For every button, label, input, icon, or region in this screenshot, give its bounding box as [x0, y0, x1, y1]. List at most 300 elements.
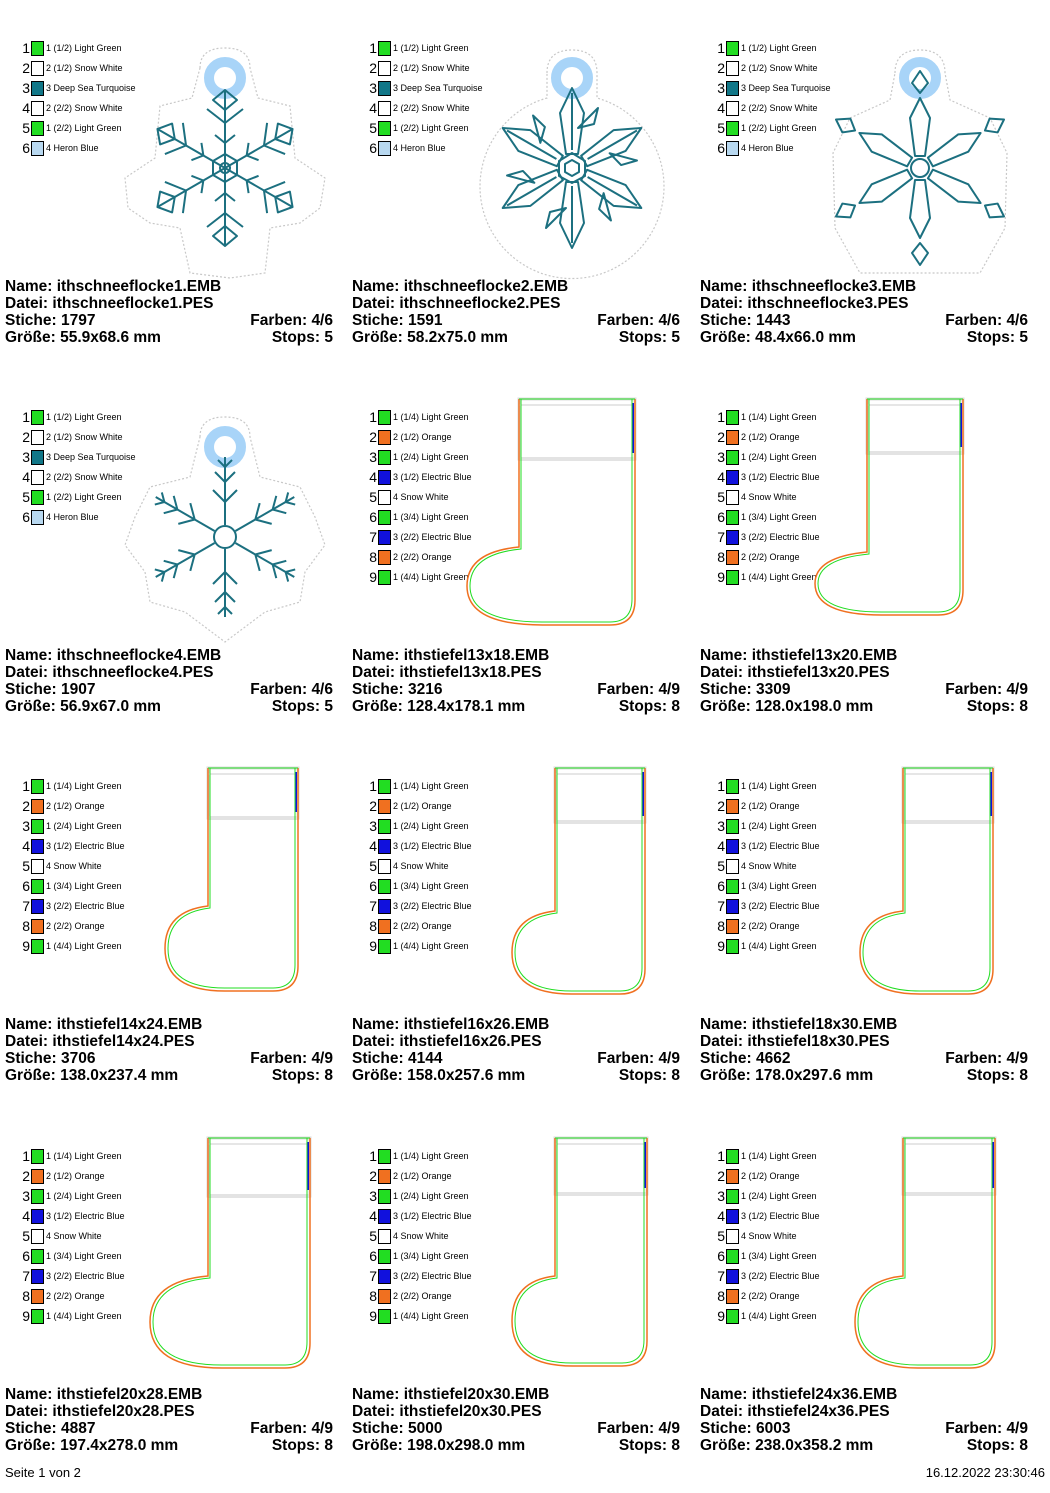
stop-count: 8 — [324, 1437, 333, 1454]
thread-color-name: 3 (2/2) Electric Blue — [741, 531, 820, 542]
thread-color-swatch — [726, 550, 739, 565]
design-card — [697, 385, 1037, 754]
name-label: Name: — [5, 647, 53, 664]
thread-color-swatch — [378, 859, 391, 874]
thread-color-swatch — [378, 1229, 391, 1244]
color-step-number: 4 — [369, 100, 377, 116]
color-step-number: 6 — [369, 1248, 377, 1264]
color-legend-item — [361, 796, 476, 816]
color-step-number: 3 — [369, 449, 377, 465]
thread-color-name: 3 Deep Sea Turquoise — [46, 451, 136, 462]
color-legend — [361, 1146, 476, 1326]
color-legend-item — [14, 796, 129, 816]
color-legend-item — [361, 407, 476, 427]
thread-color-name: 1 (2/4) Light Green — [393, 820, 469, 831]
color-step-number: 2 — [22, 60, 30, 76]
color-step-number: 2 — [717, 60, 725, 76]
thread-color-swatch — [378, 61, 391, 76]
size-label: Größe: — [352, 1437, 403, 1454]
stitches-label: Stiche: — [5, 312, 57, 329]
thread-color-swatch — [726, 1269, 739, 1284]
stocking-outline — [512, 1138, 647, 1366]
stocking-preview — [815, 397, 1025, 647]
color-step-number: 5 — [717, 858, 725, 874]
color-legend-item — [14, 816, 129, 836]
size-label: Größe: — [352, 698, 403, 715]
design-name-row — [352, 278, 680, 295]
color-legend-item — [709, 896, 824, 916]
thread-color-name: 2 (1/2) Snow White — [46, 431, 123, 442]
color-count: 4/9 — [658, 681, 680, 698]
color-step-number: 1 — [717, 409, 725, 425]
thread-color-swatch — [378, 490, 391, 505]
color-legend-item — [14, 876, 129, 896]
size-stops-row — [700, 1067, 1028, 1084]
color-step-number: 3 — [717, 818, 725, 834]
color-legend-item — [709, 1286, 824, 1306]
file-label: Datei: — [352, 295, 396, 312]
color-legend-item — [709, 776, 824, 796]
design-name: ithstiefel13x20.EMB — [751, 647, 898, 664]
color-count: 4/6 — [311, 312, 333, 329]
stocking-preview — [467, 1136, 677, 1386]
color-legend-item — [361, 138, 476, 158]
thread-color-swatch — [726, 1189, 739, 1204]
color-step-number: 6 — [717, 509, 725, 525]
thread-color-swatch — [31, 450, 44, 465]
thread-color-swatch — [378, 1209, 391, 1224]
thread-color-name: 2 (2/2) Orange — [46, 1290, 105, 1301]
stops-label: Stops: — [966, 1437, 1016, 1454]
color-step-number: 6 — [369, 140, 377, 156]
thread-color-name: 1 (2/2) Light Green — [46, 491, 122, 502]
stops-label: Stops: — [271, 698, 321, 715]
design-file-row — [700, 664, 1028, 681]
color-legend-item — [361, 836, 476, 856]
thread-color-swatch — [726, 81, 739, 96]
design-info — [5, 1016, 333, 1084]
thread-color-name: 3 (2/2) Electric Blue — [741, 1270, 820, 1281]
design-name: ithschneeflocke1.EMB — [56, 278, 222, 295]
stocking-outline — [150, 1138, 310, 1368]
thread-color-name: 1 (2/4) Light Green — [741, 820, 817, 831]
stitch-count: 4887 — [61, 1420, 96, 1437]
thread-color-name: 2 (1/2) Orange — [46, 800, 105, 811]
name-label: Name: — [700, 647, 748, 664]
size-stops-row — [352, 329, 680, 346]
thread-color-name: 1 (1/4) Light Green — [741, 411, 817, 422]
color-legend — [14, 776, 129, 956]
color-count: 4/9 — [1006, 681, 1028, 698]
color-legend-item — [361, 1246, 476, 1266]
color-legend-item — [14, 447, 136, 467]
snowflake-preview — [467, 28, 677, 278]
size-label: Größe: — [5, 1437, 56, 1454]
design-name: ithschneeflocke3.EMB — [751, 278, 917, 295]
thread-color-swatch — [378, 1149, 391, 1164]
file-label: Datei: — [352, 1403, 396, 1420]
design-name: ithstiefel24x36.EMB — [751, 1386, 898, 1403]
color-step-number: 4 — [717, 469, 725, 485]
color-step-number: 3 — [22, 80, 30, 96]
stocking-outline — [855, 1138, 995, 1368]
color-step-number: 4 — [369, 838, 377, 854]
thread-color-swatch — [726, 101, 739, 116]
color-step-number: 4 — [717, 100, 725, 116]
thread-color-swatch — [31, 1309, 44, 1324]
color-legend-item — [709, 836, 824, 856]
thread-color-name: 1 (1/4) Light Green — [393, 1150, 469, 1161]
name-label: Name: — [700, 1386, 748, 1403]
color-legend-item — [14, 1246, 129, 1266]
thread-color-name: 2 (1/2) Orange — [393, 1170, 452, 1181]
colors-label: Farben: — [945, 681, 1003, 698]
color-step-number: 5 — [717, 120, 725, 136]
color-step-number: 9 — [717, 569, 725, 585]
color-step-number: 7 — [717, 898, 725, 914]
size-label: Größe: — [5, 698, 56, 715]
design-info — [5, 278, 333, 346]
thread-color-swatch — [31, 510, 44, 525]
thread-color-swatch — [378, 121, 391, 136]
color-legend-item — [709, 467, 824, 487]
design-size: 138.0x237.4 mm — [60, 1067, 179, 1084]
color-step-number: 5 — [717, 1228, 725, 1244]
thread-color-swatch — [31, 1229, 44, 1244]
size-label: Größe: — [700, 698, 751, 715]
thread-color-swatch — [378, 799, 391, 814]
thread-color-swatch — [726, 1149, 739, 1164]
thread-color-name: 4 Snow White — [393, 860, 449, 871]
color-legend-item — [14, 836, 129, 856]
color-step-number: 1 — [22, 409, 30, 425]
design-name-row — [352, 1016, 680, 1033]
thread-color-swatch — [378, 779, 391, 794]
thread-color-name: 4 Snow White — [46, 1230, 102, 1241]
thread-color-swatch — [31, 410, 44, 425]
thread-color-name: 2 (1/2) Snow White — [741, 62, 818, 73]
size-label: Größe: — [700, 1067, 751, 1084]
thread-color-name: 1 (3/4) Light Green — [46, 1250, 122, 1261]
design-file-row — [700, 1403, 1028, 1420]
stops-label: Stops: — [271, 329, 321, 346]
thread-color-swatch — [726, 919, 739, 934]
design-file: ithschneeflocke1.PES — [52, 295, 214, 312]
thread-color-name: 4 Heron Blue — [46, 142, 99, 153]
color-legend-item — [709, 1166, 824, 1186]
design-file-row — [352, 664, 680, 681]
thread-color-name: 3 (1/2) Electric Blue — [393, 471, 472, 482]
design-name-row — [5, 278, 333, 295]
stocking-preview — [467, 766, 677, 1016]
color-legend-item — [361, 567, 476, 587]
thread-color-swatch — [378, 510, 391, 525]
color-step-number: 6 — [22, 509, 30, 525]
color-legend-item — [709, 936, 824, 956]
thread-color-swatch — [726, 1229, 739, 1244]
color-legend-item — [361, 1146, 476, 1166]
color-legend-item — [709, 567, 824, 587]
color-step-number: 8 — [717, 918, 725, 934]
colors-label: Farben: — [945, 1050, 1003, 1067]
color-legend-item — [361, 38, 476, 58]
stocking-outline — [165, 768, 298, 991]
thread-color-name: 2 (2/2) Orange — [393, 551, 452, 562]
thread-color-name: 1 (4/4) Light Green — [393, 940, 469, 951]
design-info — [352, 1386, 680, 1454]
thread-color-name: 1 (1/2) Light Green — [741, 42, 817, 53]
design-card — [349, 1124, 689, 1493]
design-file-row — [5, 295, 333, 312]
size-label: Größe: — [700, 329, 751, 346]
color-count: 4/9 — [658, 1420, 680, 1437]
thread-color-swatch — [378, 939, 391, 954]
thread-color-swatch — [378, 570, 391, 585]
stitch-count: 4144 — [408, 1050, 443, 1067]
thread-color-name: 2 (1/2) Snow White — [46, 62, 123, 73]
size-label: Größe: — [700, 1437, 751, 1454]
thread-color-swatch — [31, 919, 44, 934]
thread-color-swatch — [31, 490, 44, 505]
stitches-label: Stiche: — [700, 1050, 752, 1067]
file-label: Datei: — [5, 1033, 49, 1050]
color-legend-item — [709, 1246, 824, 1266]
color-legend — [709, 776, 824, 956]
thread-color-name: 1 (3/4) Light Green — [741, 1250, 817, 1261]
thread-color-swatch — [31, 1249, 44, 1264]
thread-color-swatch — [726, 859, 739, 874]
color-step-number: 5 — [717, 489, 725, 505]
color-step-number: 2 — [22, 798, 30, 814]
thread-color-swatch — [31, 41, 44, 56]
color-legend-item — [14, 118, 129, 138]
stop-count: 5 — [1019, 329, 1028, 346]
color-count: 4/9 — [1006, 1420, 1028, 1437]
size-stops-row — [352, 1067, 680, 1084]
size-label: Größe: — [5, 1067, 56, 1084]
size-stops-row — [352, 698, 680, 715]
color-step-number: 2 — [369, 429, 377, 445]
size-stops-row — [700, 1437, 1028, 1454]
name-label: Name: — [700, 1016, 748, 1033]
thread-color-name: 1 (4/4) Light Green — [46, 940, 122, 951]
design-card — [2, 16, 342, 385]
thread-color-name: 1 (2/4) Light Green — [393, 451, 469, 462]
color-step-number: 3 — [369, 80, 377, 96]
design-size: 58.2x75.0 mm — [407, 329, 508, 346]
design-name: ithstiefel14x24.EMB — [56, 1016, 203, 1033]
thread-color-swatch — [378, 1189, 391, 1204]
design-size: 56.9x67.0 mm — [60, 698, 161, 715]
design-file: ithstiefel14x24.PES — [52, 1033, 195, 1050]
stop-count: 8 — [1019, 1067, 1028, 1084]
stitches-colors-row — [352, 681, 680, 698]
size-stops-row — [700, 329, 1028, 346]
design-card — [349, 385, 689, 754]
thread-color-name: 1 (2/4) Light Green — [741, 451, 817, 462]
thread-color-name: 1 (2/4) Light Green — [741, 1190, 817, 1201]
color-step-number: 1 — [717, 40, 725, 56]
thread-color-swatch — [378, 101, 391, 116]
thread-color-swatch — [378, 1269, 391, 1284]
stitches-colors-row — [352, 1050, 680, 1067]
design-card — [697, 1124, 1037, 1493]
design-file: ithstiefel13x18.PES — [399, 664, 542, 681]
color-step-number: 4 — [717, 1208, 725, 1224]
stocking-outline — [860, 768, 993, 994]
file-label: Datei: — [700, 664, 744, 681]
design-card — [2, 1124, 342, 1493]
stitches-colors-row — [352, 312, 680, 329]
color-legend-item — [709, 1206, 824, 1226]
color-step-number: 5 — [369, 1228, 377, 1244]
stocking-preview — [120, 1136, 330, 1386]
name-label: Name: — [352, 647, 400, 664]
thread-color-name: 3 (1/2) Electric Blue — [741, 471, 820, 482]
color-legend-item — [709, 98, 824, 118]
thread-color-swatch — [726, 1209, 739, 1224]
design-file: ithstiefel20x30.PES — [399, 1403, 542, 1420]
thread-color-name: 1 (3/4) Light Green — [46, 880, 122, 891]
color-legend — [361, 38, 483, 158]
name-label: Name: — [352, 278, 400, 295]
stops-label: Stops: — [618, 698, 668, 715]
snowflake-motif — [148, 90, 301, 246]
thread-color-swatch — [31, 1189, 44, 1204]
thread-color-name: 1 (4/4) Light Green — [46, 1310, 122, 1321]
stocking-preview — [467, 397, 677, 647]
design-info — [352, 278, 680, 346]
thread-color-swatch — [31, 779, 44, 794]
color-count: 4/9 — [658, 1050, 680, 1067]
color-legend-item — [14, 1206, 129, 1226]
thread-color-name: 2 (2/2) Snow White — [741, 102, 818, 113]
stop-count: 5 — [324, 329, 333, 346]
color-step-number: 2 — [717, 429, 725, 445]
hanger-ring — [904, 62, 936, 94]
stops-label: Stops: — [618, 1067, 668, 1084]
color-step-number: 7 — [22, 898, 30, 914]
color-legend-item — [361, 1206, 476, 1226]
design-info — [5, 1386, 333, 1454]
thread-color-name: 1 (1/2) Light Green — [46, 42, 122, 53]
design-file-row — [352, 295, 680, 312]
thread-color-swatch — [726, 470, 739, 485]
color-step-number: 9 — [717, 938, 725, 954]
thread-color-swatch — [31, 470, 44, 485]
color-count: 4/6 — [311, 681, 333, 698]
color-legend — [709, 38, 831, 158]
stitches-label: Stiche: — [352, 681, 404, 698]
name-label: Name: — [352, 1016, 400, 1033]
thread-color-swatch — [378, 879, 391, 894]
thread-color-name: 1 (3/4) Light Green — [741, 880, 817, 891]
color-step-number: 1 — [717, 778, 725, 794]
color-step-number: 3 — [717, 449, 725, 465]
color-step-number: 9 — [369, 569, 377, 585]
color-step-number: 6 — [22, 878, 30, 894]
thread-color-name: 1 (4/4) Light Green — [393, 571, 469, 582]
color-step-number: 5 — [22, 858, 30, 874]
design-file: ithstiefel18x30.PES — [747, 1033, 890, 1050]
design-card — [2, 754, 342, 1123]
stitches-label: Stiche: — [352, 1050, 404, 1067]
color-legend-item — [14, 507, 129, 527]
design-size: 128.0x198.0 mm — [755, 698, 874, 715]
file-label: Datei: — [700, 295, 744, 312]
thread-color-swatch — [31, 121, 44, 136]
thread-color-name: 2 (2/2) Snow White — [393, 102, 470, 113]
thread-color-swatch — [31, 819, 44, 834]
design-file-row — [5, 1033, 333, 1050]
thread-color-swatch — [31, 141, 44, 156]
thread-color-name: 2 (2/2) Orange — [393, 1290, 452, 1301]
design-name-row — [700, 1016, 1028, 1033]
colors-label: Farben: — [945, 312, 1003, 329]
design-name-row — [352, 1386, 680, 1403]
stitch-count: 3216 — [408, 681, 443, 698]
thread-color-swatch — [378, 1249, 391, 1264]
stitches-colors-row — [700, 1050, 1028, 1067]
color-step-number: 1 — [369, 778, 377, 794]
color-step-number: 1 — [22, 778, 30, 794]
thread-color-swatch — [726, 819, 739, 834]
thread-color-swatch — [726, 430, 739, 445]
color-legend-item — [709, 1226, 824, 1246]
thread-color-swatch — [726, 839, 739, 854]
thread-color-name: 1 (1/2) Light Green — [46, 411, 122, 422]
colors-label: Farben: — [250, 1050, 308, 1067]
design-info — [700, 1016, 1028, 1084]
thread-color-swatch — [31, 799, 44, 814]
color-legend-item — [361, 98, 476, 118]
color-legend-item — [14, 467, 129, 487]
color-legend-item — [709, 547, 824, 567]
design-file-row — [700, 295, 1028, 312]
color-legend-item — [14, 427, 129, 447]
stop-count: 8 — [1019, 698, 1028, 715]
stitches-colors-row — [5, 681, 333, 698]
design-file: ithstiefel20x28.PES — [52, 1403, 195, 1420]
color-step-number: 1 — [717, 1148, 725, 1164]
thread-color-swatch — [378, 839, 391, 854]
thread-color-swatch — [378, 899, 391, 914]
stop-count: 8 — [671, 698, 680, 715]
color-step-number: 7 — [369, 529, 377, 545]
thread-color-name: 1 (1/4) Light Green — [46, 1150, 122, 1161]
size-stops-row — [5, 329, 333, 346]
stitches-colors-row — [352, 1420, 680, 1437]
design-size: 178.0x297.6 mm — [755, 1067, 874, 1084]
stitch-count: 5000 — [408, 1420, 443, 1437]
stops-label: Stops: — [271, 1067, 321, 1084]
color-step-number: 3 — [22, 818, 30, 834]
thread-color-swatch — [726, 1309, 739, 1324]
color-step-number: 2 — [369, 798, 377, 814]
color-step-number: 5 — [369, 489, 377, 505]
thread-color-swatch — [726, 939, 739, 954]
thread-color-swatch — [726, 879, 739, 894]
color-step-number: 2 — [717, 1168, 725, 1184]
file-label: Datei: — [352, 664, 396, 681]
color-legend-item — [361, 776, 476, 796]
stitch-count: 1443 — [756, 312, 791, 329]
stops-label: Stops: — [966, 329, 1016, 346]
color-step-number: 8 — [369, 549, 377, 565]
color-step-number: 7 — [717, 1268, 725, 1284]
color-legend-item — [709, 118, 824, 138]
thread-color-swatch — [378, 81, 391, 96]
